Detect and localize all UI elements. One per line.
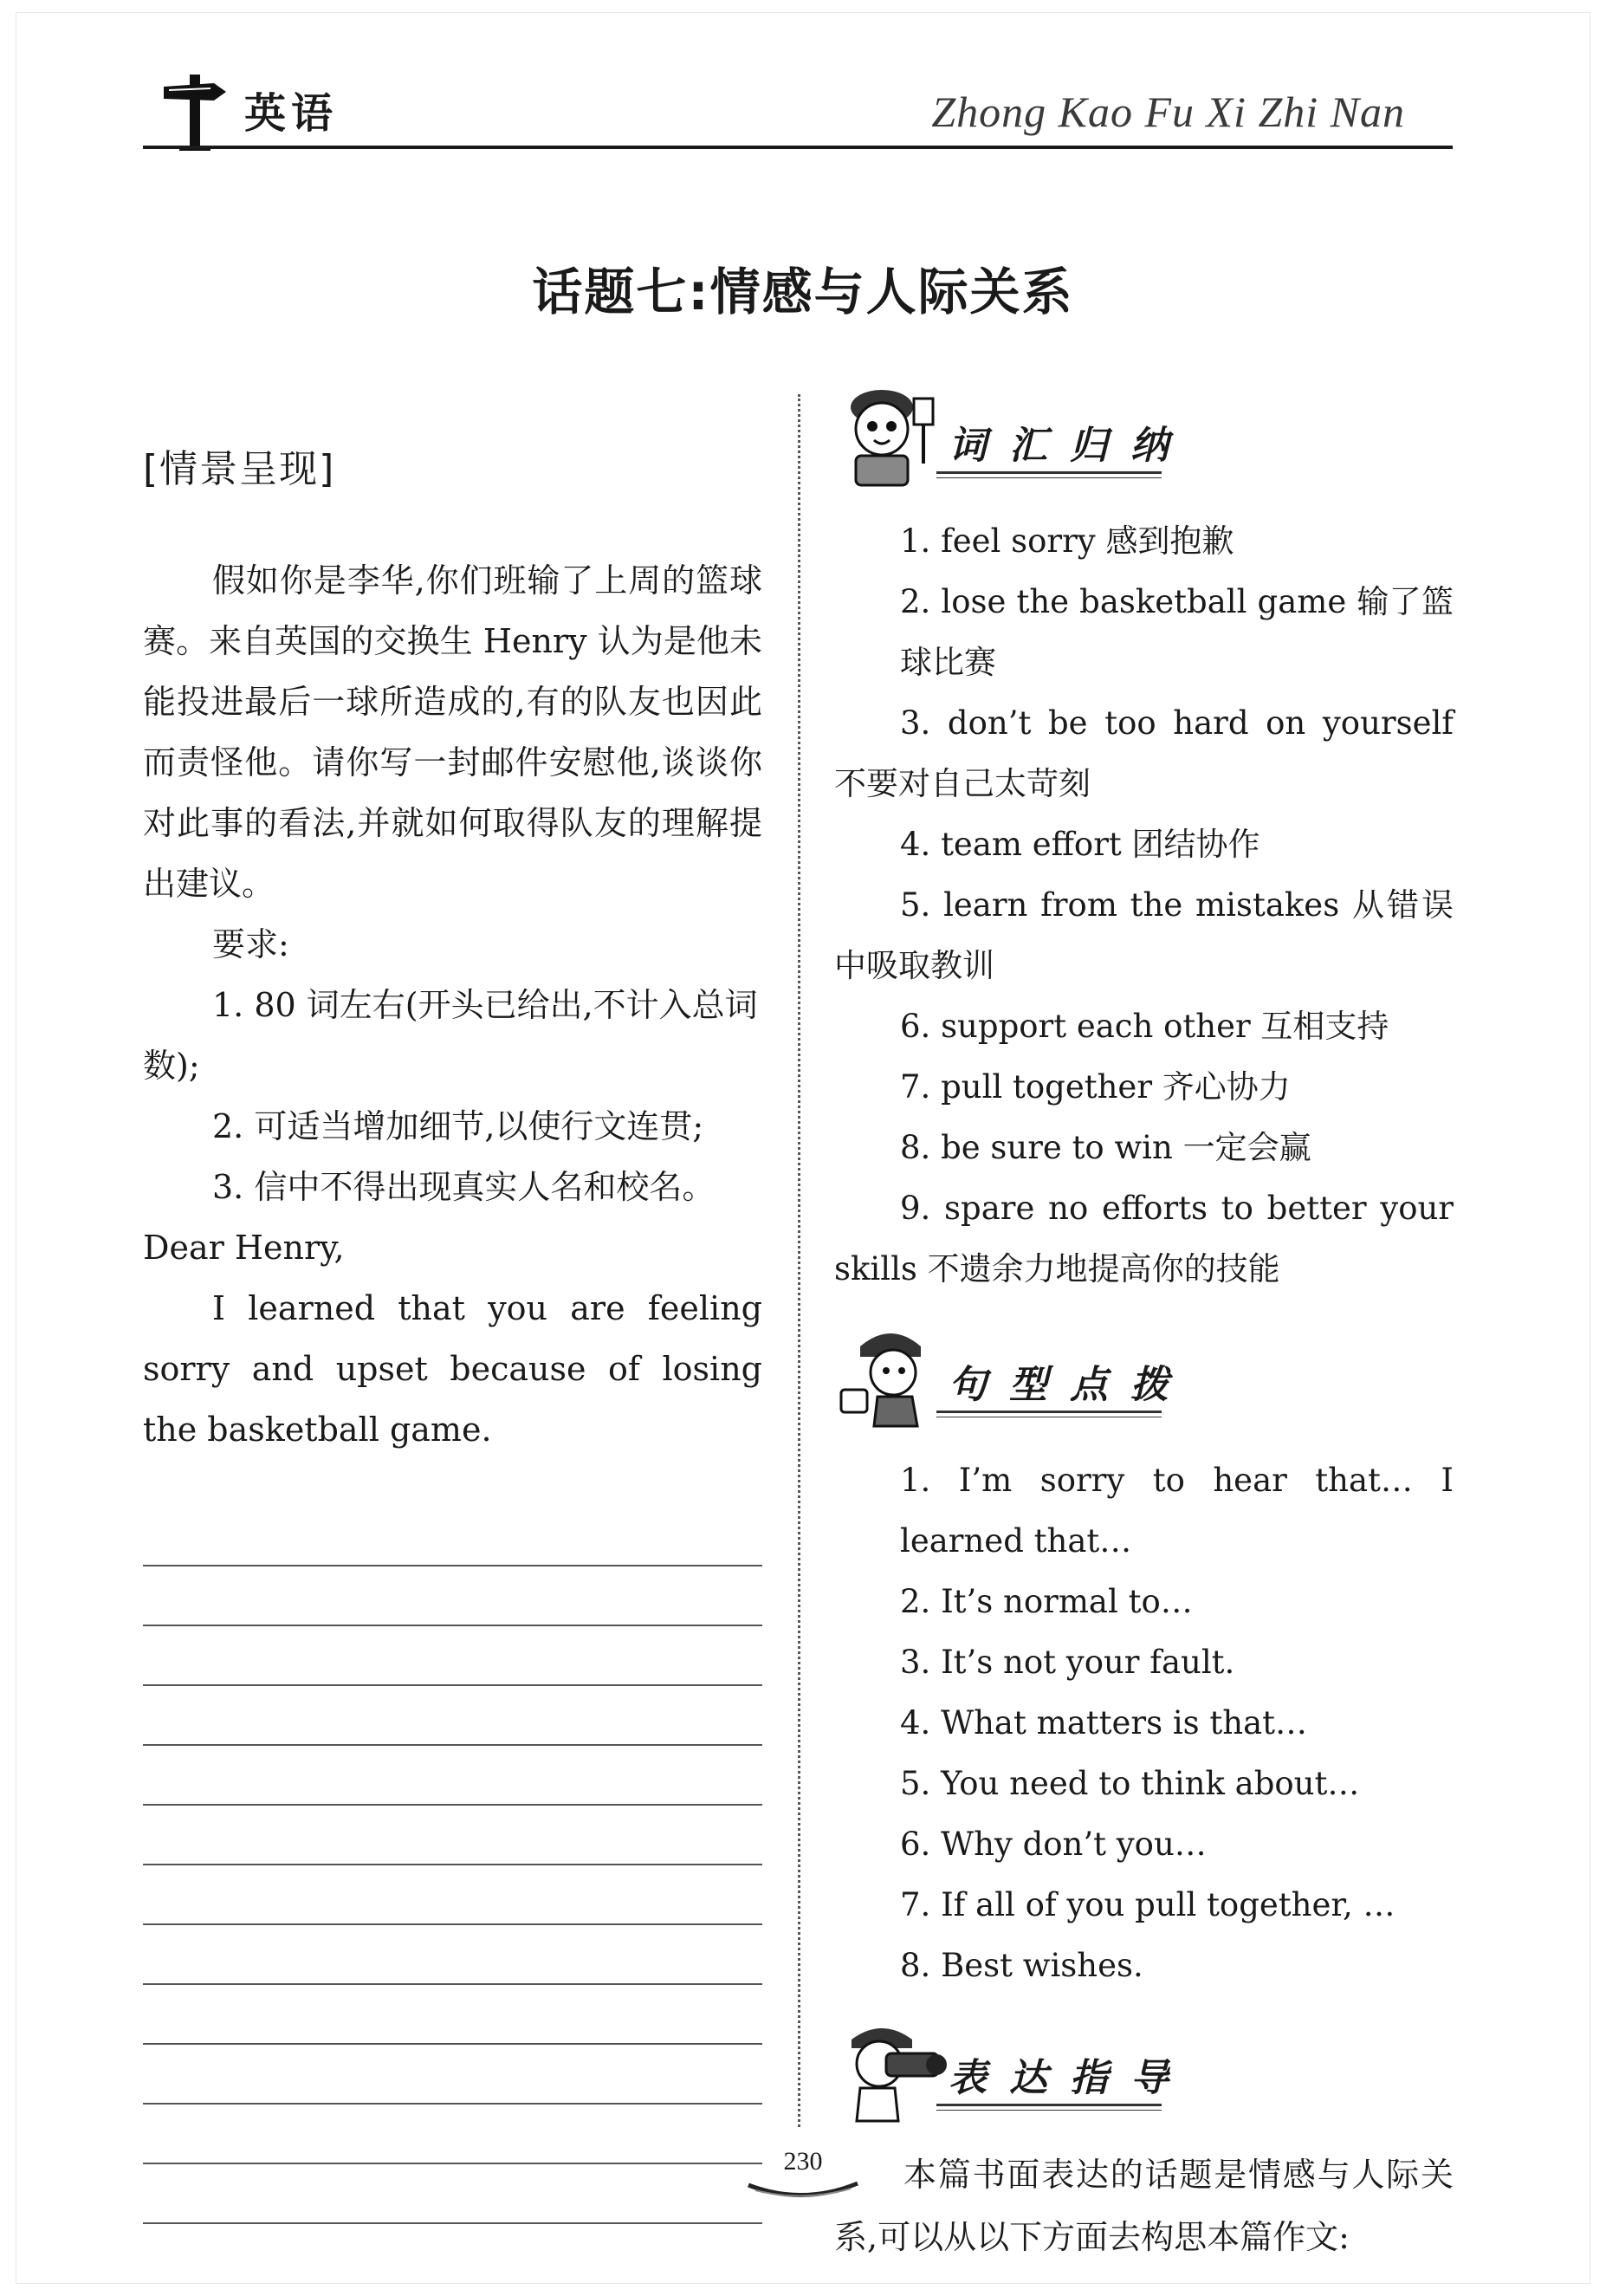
sentence-item: 6. Why don’t you… [900, 1826, 1207, 1863]
sentence-item: 3. It’s not your fault. [900, 1644, 1235, 1681]
letter-opening: I learned that you are feeling sorry and upset because of losing the basketball game. [143, 1289, 762, 1449]
vocab-item: 7. pull together 齐心协力 [900, 1068, 1291, 1106]
header-rule [143, 146, 1453, 149]
vocab-item: 8. be sure to win 一定会赢 [900, 1129, 1311, 1166]
vocab-item: 2. lose the basketball game 输了篮球比赛 [900, 583, 1454, 681]
header-running-title: Zhong Kao Fu Xi Zhi Nan [931, 88, 1405, 136]
writing-line[interactable] [143, 1865, 762, 1925]
watering-child-icon [834, 1320, 947, 1433]
writing-line[interactable] [143, 1566, 762, 1626]
writing-line[interactable] [143, 1507, 762, 1566]
sentence-title-rule [936, 1411, 1162, 1413]
situation-column [143, 438, 762, 2224]
letter-salutation: Dear Henry, [143, 1229, 345, 1267]
sentence-list [834, 1450, 1454, 1996]
requirement-item: 3. 信中不得出现真实人名和校名。 [212, 1168, 716, 1206]
reading-child-icon [834, 381, 947, 494]
writing-line[interactable] [143, 2164, 762, 2224]
sentence-item: 7. If all of you pull together, … [900, 1886, 1396, 1923]
sentence-item: 1. I’m sorry to hear that… I learned that… [900, 1462, 1454, 1560]
sentence-item: 5. You need to think about… [900, 1765, 1360, 1802]
guide-column [834, 381, 1454, 2268]
page-number-swoosh [743, 2168, 863, 2202]
writing-area[interactable] [143, 1507, 762, 2224]
vocab-list [834, 511, 1454, 1300]
vocab-item: 6. support each other 互相支持 [900, 1008, 1389, 1045]
writing-line[interactable] [143, 1925, 762, 1985]
writing-line[interactable] [143, 1746, 762, 1806]
column-divider [798, 394, 800, 2127]
vocab-item: 9. spare no efforts to better your skills 不遗余力地提高你的技能 [834, 1190, 1454, 1287]
sentence-title: 句型点拨 [949, 1363, 1191, 1407]
writing-line[interactable] [143, 1686, 762, 1746]
requirement-item: 2. 可适当增加细节,以使行文连贯; [212, 1107, 704, 1145]
vocab-title: 词汇归纳 [949, 424, 1191, 468]
signpost-icon [160, 71, 230, 151]
vocab-title-rule [936, 471, 1162, 474]
vocab-title-rule-thin [936, 477, 1162, 478]
writing-line[interactable] [143, 2105, 762, 2164]
sentence-item: 2. It’s normal to… [900, 1583, 1193, 1620]
vocab-item: 4. team effort 团结协作 [900, 826, 1260, 863]
vocab-item: 5. learn from the mistakes 从错误中吸取教训 [834, 886, 1454, 984]
requirements-label: 要求: [212, 925, 289, 963]
requirement-item: 1. 80 词左右(开头已给出,不计入总词数); [143, 986, 758, 1085]
sentence-section-header [834, 1320, 1454, 1450]
expression-text: 本篇书面表达的话题是情感与人际关系,可以从以下方面去构思本篇作文: [834, 2156, 1454, 2256]
situation-tag: [情景呈现] [143, 447, 336, 491]
writing-line[interactable] [143, 2045, 762, 2105]
expression-section-header [834, 2014, 1454, 2144]
vocab-item: 1. feel sorry 感到抱歉 [900, 522, 1234, 560]
telescope-child-icon [834, 2014, 947, 2126]
sentence-item: 8. Best wishes. [900, 1947, 1143, 1984]
expression-title: 表达指导 [949, 2056, 1191, 2100]
situation-prompt: 假如你是李华,你们班输了上周的篮球赛。来自英国的交换生 Henry 认为是他未能投进最后一球所造成的,有的队友也因此而责怪他。请你写一封邮件安慰他,谈谈你对此事的看法,并就如何取得队友的理解提出建议。 [143, 561, 762, 903]
vocab-section-header [834, 381, 1454, 511]
writing-line[interactable] [143, 1985, 762, 2045]
vocab-item: 3. don’t be too hard on yourself 不要对自己太苛刻 [834, 704, 1454, 802]
page-title: 话题七:情感与人际关系 [532, 263, 1074, 321]
writing-line[interactable] [143, 1806, 762, 1865]
page-number: 230 [783, 2147, 823, 2176]
writing-line[interactable] [143, 1626, 762, 1686]
expression-title-rule-thin [936, 2110, 1162, 2111]
expression-title-rule [936, 2104, 1162, 2106]
header-subject: 英语 [244, 89, 339, 138]
sentence-item: 4. What matters is that… [900, 1704, 1308, 1741]
